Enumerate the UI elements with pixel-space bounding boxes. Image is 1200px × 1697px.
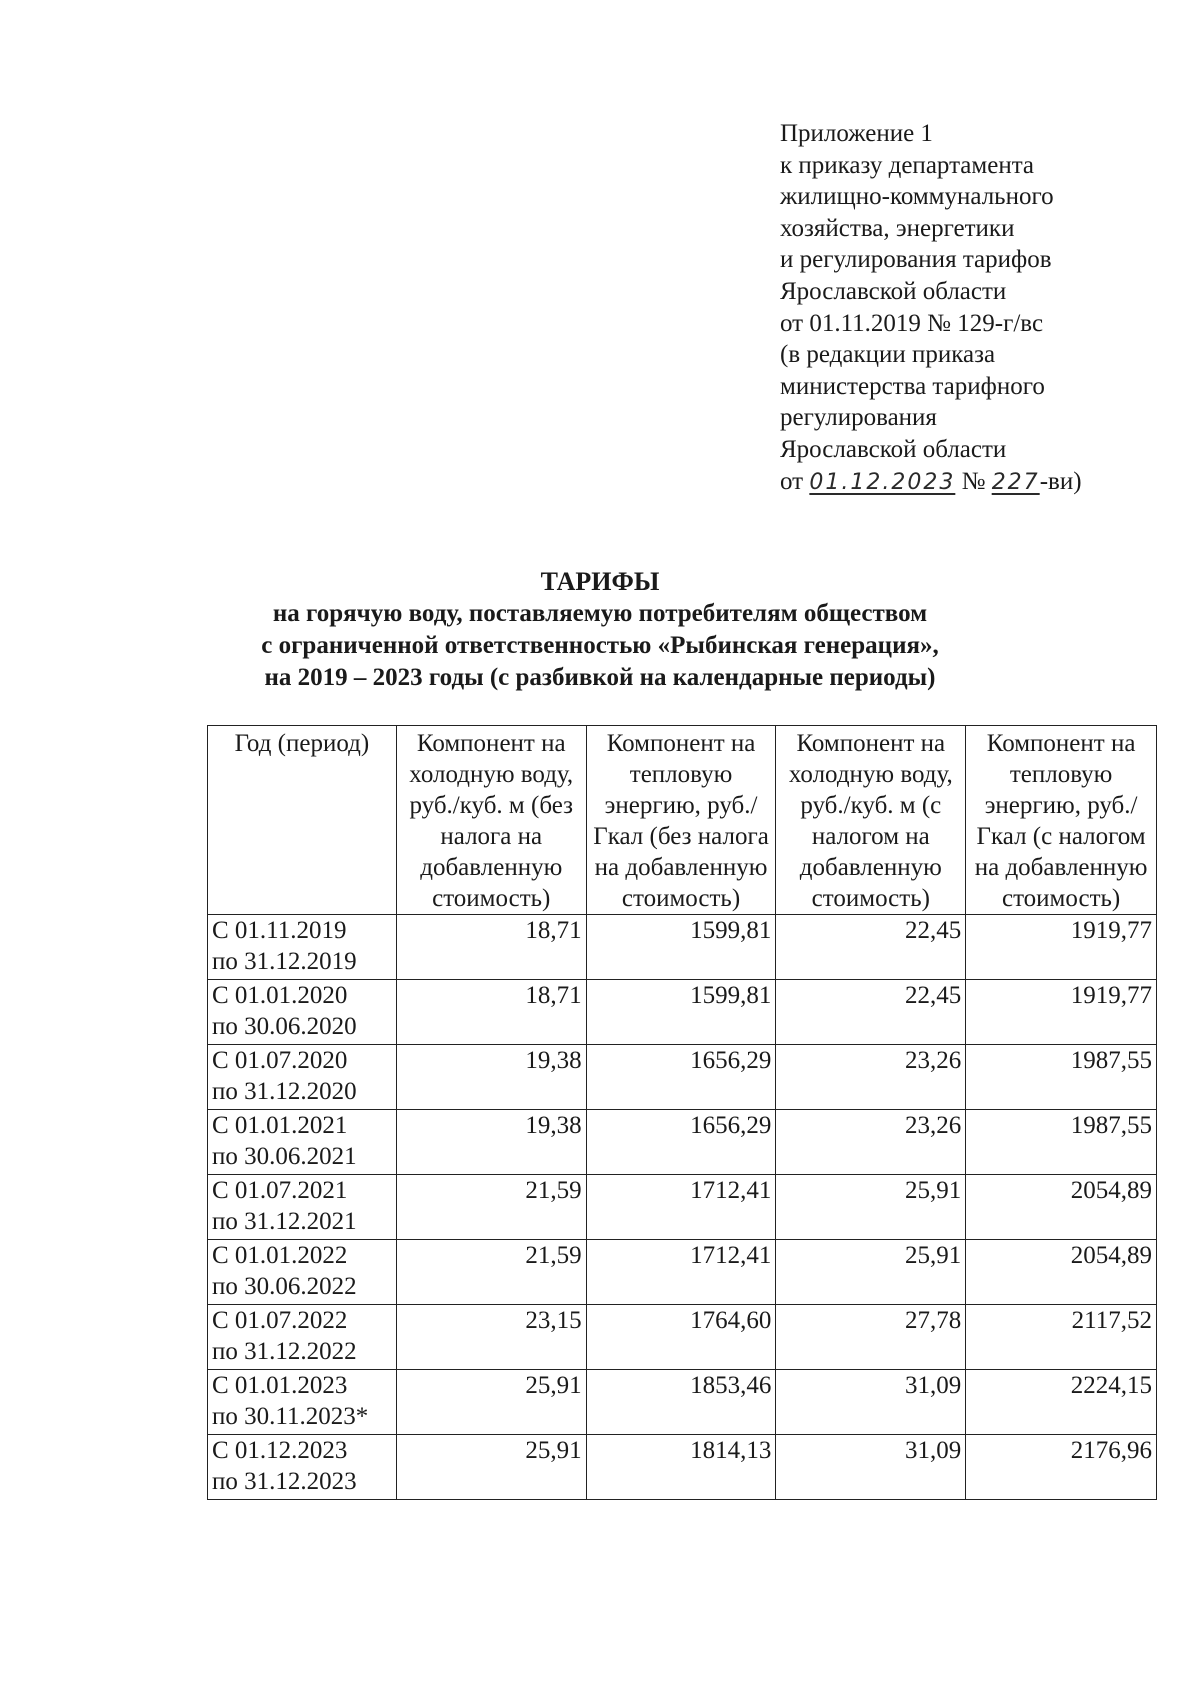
heat-no-vat-cell: 1814,13 bbox=[586, 1435, 776, 1500]
title-line: с ограниченной ответственностью «Рыбинская генерация», bbox=[261, 632, 939, 659]
header-heat-vat: Компонент на тепловую энергию, руб./Гкал (с налогом на добавленную стоимость) bbox=[966, 726, 1157, 915]
cold-water-vat-cell: 23,26 bbox=[776, 1110, 966, 1175]
annex-suffix: -ви) bbox=[1039, 467, 1082, 495]
heat-no-vat-cell: 1712,41 bbox=[586, 1175, 776, 1240]
title-main: ТАРИФЫ bbox=[540, 567, 660, 596]
cold-water-no-vat-cell: 21,59 bbox=[396, 1240, 586, 1305]
heat-vat-cell: 1987,55 bbox=[966, 1045, 1157, 1110]
period-cell: С 01.11.2019 по 31.12.2019 bbox=[208, 915, 397, 980]
table-row bbox=[208, 1110, 1157, 1175]
cold-water-vat-cell: 27,78 bbox=[776, 1305, 966, 1370]
annex-line: жилищно-коммунального bbox=[780, 183, 1054, 211]
header-cold-water-vat: Компонент на холодную воду, руб./куб. м (с налогом на добавленную стоимость) bbox=[776, 726, 966, 915]
annex-line: министерства тарифного bbox=[780, 372, 1045, 400]
document-title bbox=[150, 566, 1050, 694]
cold-water-vat-cell: 22,45 bbox=[776, 980, 966, 1045]
heat-vat-cell: 1919,77 bbox=[966, 915, 1157, 980]
annex-prefix: от bbox=[780, 467, 810, 495]
tariffs-table bbox=[207, 725, 1157, 1500]
annex-line: к приказу департамента bbox=[780, 151, 1035, 179]
number-sign: № bbox=[955, 467, 992, 495]
heat-vat-cell: 1987,55 bbox=[966, 1110, 1157, 1175]
cold-water-no-vat-cell: 25,91 bbox=[396, 1435, 586, 1500]
heat-no-vat-cell: 1599,81 bbox=[586, 980, 776, 1045]
cold-water-no-vat-cell: 25,91 bbox=[396, 1370, 586, 1435]
annex-header bbox=[780, 118, 1160, 498]
cold-water-no-vat-cell: 18,71 bbox=[396, 980, 586, 1045]
cold-water-vat-cell: 31,09 bbox=[776, 1435, 966, 1500]
cold-water-no-vat-cell: 21,59 bbox=[396, 1175, 586, 1240]
title-line: на 2019 – 2023 годы (с разбивкой на календарные периоды) bbox=[264, 664, 936, 691]
annex-last-line bbox=[780, 466, 1160, 499]
cold-water-vat-cell: 31,09 bbox=[776, 1370, 966, 1435]
table-row bbox=[208, 1370, 1157, 1435]
table-row bbox=[208, 915, 1157, 980]
heat-vat-cell: 2054,89 bbox=[966, 1240, 1157, 1305]
annex-line: (в редакции приказа bbox=[780, 341, 996, 369]
handwritten-date: 01.12.2023 bbox=[809, 469, 956, 495]
cold-water-vat-cell: 22,45 bbox=[776, 915, 966, 980]
table-row bbox=[208, 1240, 1157, 1305]
period-cell: С 01.01.2022 по 30.06.2022 bbox=[208, 1240, 397, 1305]
period-cell: С 01.01.2021 по 30.06.2021 bbox=[208, 1110, 397, 1175]
annex-line: Ярославской области bbox=[780, 435, 1007, 463]
table-row bbox=[208, 1045, 1157, 1110]
table-header-row bbox=[208, 726, 1157, 915]
cold-water-no-vat-cell: 18,71 bbox=[396, 915, 586, 980]
header-period: Год (период) bbox=[208, 726, 397, 915]
heat-vat-cell: 2176,96 bbox=[966, 1435, 1157, 1500]
table-row bbox=[208, 1435, 1157, 1500]
period-cell: С 01.12.2023 по 31.12.2023 bbox=[208, 1435, 397, 1500]
period-cell: С 01.07.2021 по 31.12.2021 bbox=[208, 1175, 397, 1240]
annex-line: Приложение 1 bbox=[780, 120, 933, 147]
annex-line: и регулирования тарифов bbox=[780, 246, 1052, 274]
annex-line: Ярославской области bbox=[780, 277, 1007, 305]
cold-water-no-vat-cell: 19,38 bbox=[396, 1045, 586, 1110]
table-row bbox=[208, 1305, 1157, 1370]
annex-line: регулирования bbox=[780, 404, 937, 432]
heat-vat-cell: 1919,77 bbox=[966, 980, 1157, 1045]
annex-line: от 01.11.2019 № 129-г/вс bbox=[780, 309, 1044, 337]
cold-water-vat-cell: 25,91 bbox=[776, 1175, 966, 1240]
header-cold-water-no-vat: Компонент на холодную воду, руб./куб. м (без налога на добавленную стоимость) bbox=[396, 726, 586, 915]
handwritten-number: 227 bbox=[991, 469, 1040, 495]
period-cell: С 01.07.2020 по 31.12.2020 bbox=[208, 1045, 397, 1110]
heat-no-vat-cell: 1599,81 bbox=[586, 915, 776, 980]
cold-water-no-vat-cell: 23,15 bbox=[396, 1305, 586, 1370]
period-cell: С 01.07.2022 по 31.12.2022 bbox=[208, 1305, 397, 1370]
period-cell: С 01.01.2023 по 30.11.2023* bbox=[208, 1370, 397, 1435]
heat-no-vat-cell: 1853,46 bbox=[586, 1370, 776, 1435]
cold-water-no-vat-cell: 19,38 bbox=[396, 1110, 586, 1175]
header-heat-no-vat: Компонент на тепловую энергию, руб./Гкал (без налога на добавленную стоимость) bbox=[586, 726, 776, 915]
heat-vat-cell: 2117,52 bbox=[966, 1305, 1157, 1370]
cold-water-vat-cell: 23,26 bbox=[776, 1045, 966, 1110]
table-row bbox=[208, 1175, 1157, 1240]
period-cell: С 01.01.2020 по 30.06.2020 bbox=[208, 980, 397, 1045]
heat-no-vat-cell: 1764,60 bbox=[586, 1305, 776, 1370]
heat-vat-cell: 2054,89 bbox=[966, 1175, 1157, 1240]
cold-water-vat-cell: 25,91 bbox=[776, 1240, 966, 1305]
table-row bbox=[208, 980, 1157, 1045]
heat-no-vat-cell: 1656,29 bbox=[586, 1110, 776, 1175]
annex-line: хозяйства, энергетики bbox=[780, 214, 1015, 242]
heat-no-vat-cell: 1712,41 bbox=[586, 1240, 776, 1305]
heat-vat-cell: 2224,15 bbox=[966, 1370, 1157, 1435]
heat-no-vat-cell: 1656,29 bbox=[586, 1045, 776, 1110]
title-line: на горячую воду, поставляемую потребителям обществом bbox=[272, 600, 928, 627]
